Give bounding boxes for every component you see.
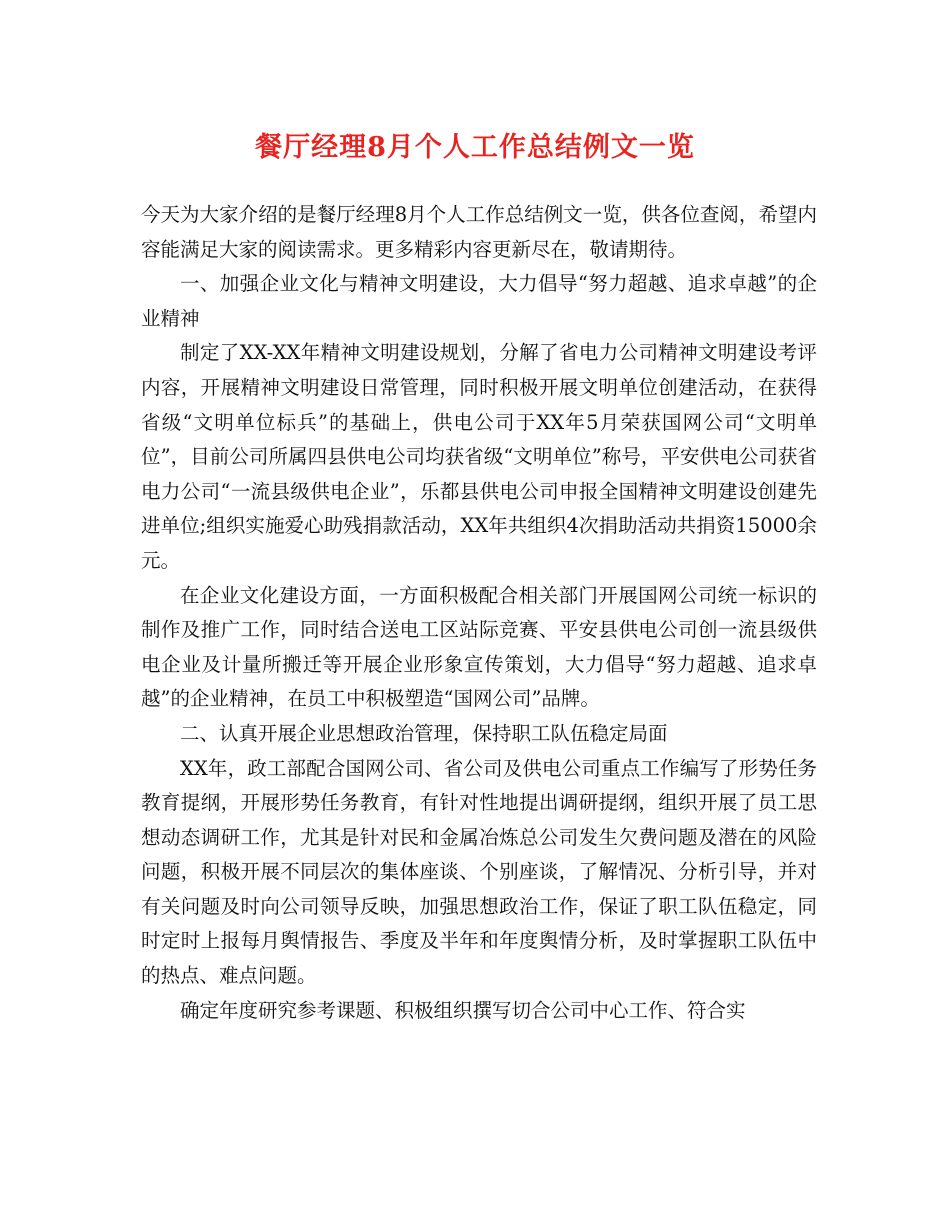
document-body bbox=[141, 198, 817, 1028]
section-heading-1: 一、加强企业文化与精神文明建设，大力倡导“努力超越、追求卓越”的企业精神 bbox=[141, 272, 817, 330]
body-paragraph: 在企业文化建设方面，一方面积极配合相关部门开展国网公司统一标识的制作及推广工作，同时结合送电工区站际竞赛、平安县供电公司创一流县级供电企业及计量所搬迁等开展企业形象宣传策划，大力倡导“努力超越、追求卓越”的企业精神，在员工中积极塑造“国网公司”品牌。 bbox=[141, 583, 817, 711]
body-paragraph: XX年，政工部配合国网公司、省公司及供电公司重点工作编写了形势任务教育提纲，开展形势任务教育，有针对性地提出调研提纲，组织开展了员工思想动态调研工作，尤其是针对民和金属冶炼总公司发生欠费问题及潜在的风险问题，积极开展不同层次的集体座谈、个别座谈，了解情况、分析引导，并对有关问题及时向公司领导反映，加强思想政治工作，保证了职工队伍稳定，同时定时上报每月舆情报告、季度及半年和年度舆情分析，及时掌握职工队伍中的热点、难点问题。 bbox=[141, 756, 817, 988]
section-heading-2: 二、认真开展企业思想政治管理，保持职工队伍稳定局面 bbox=[180, 721, 668, 745]
body-paragraph: 制定了XX-XX年精神文明建设规划，分解了省电力公司精神文明建设考评内容，开展精神文明建设日常管理，同时积极开展文明单位创建活动，在获得省级“文明单位标兵”的基础上，供电公司于XX年5月荣获国网公司“文明单位”，目前公司所属四县供电公司均获省级“文明单位”称号，平安供电公司获省电力公司“一流县级供电企业”，乐都县供电公司申报全国精神文明建设创建先进单位;组织实施爱心助残捐款活动，XX年共组织4次捐助活动共捐资15000余元。 bbox=[141, 341, 817, 572]
intro-paragraph: 今天为大家介绍的是餐厅经理8月个人工作总结例文一览，供各位查阅，希望内容能满足大家的阅读需求。更多精彩内容更新尽在，敬请期待。 bbox=[141, 203, 817, 261]
document-title: 餐厅经理8月个人工作总结例文一览 bbox=[255, 132, 695, 163]
body-paragraph: 确定年度研究参考课题、积极组织撰写切合公司中心工作、符合实 bbox=[180, 998, 746, 1022]
